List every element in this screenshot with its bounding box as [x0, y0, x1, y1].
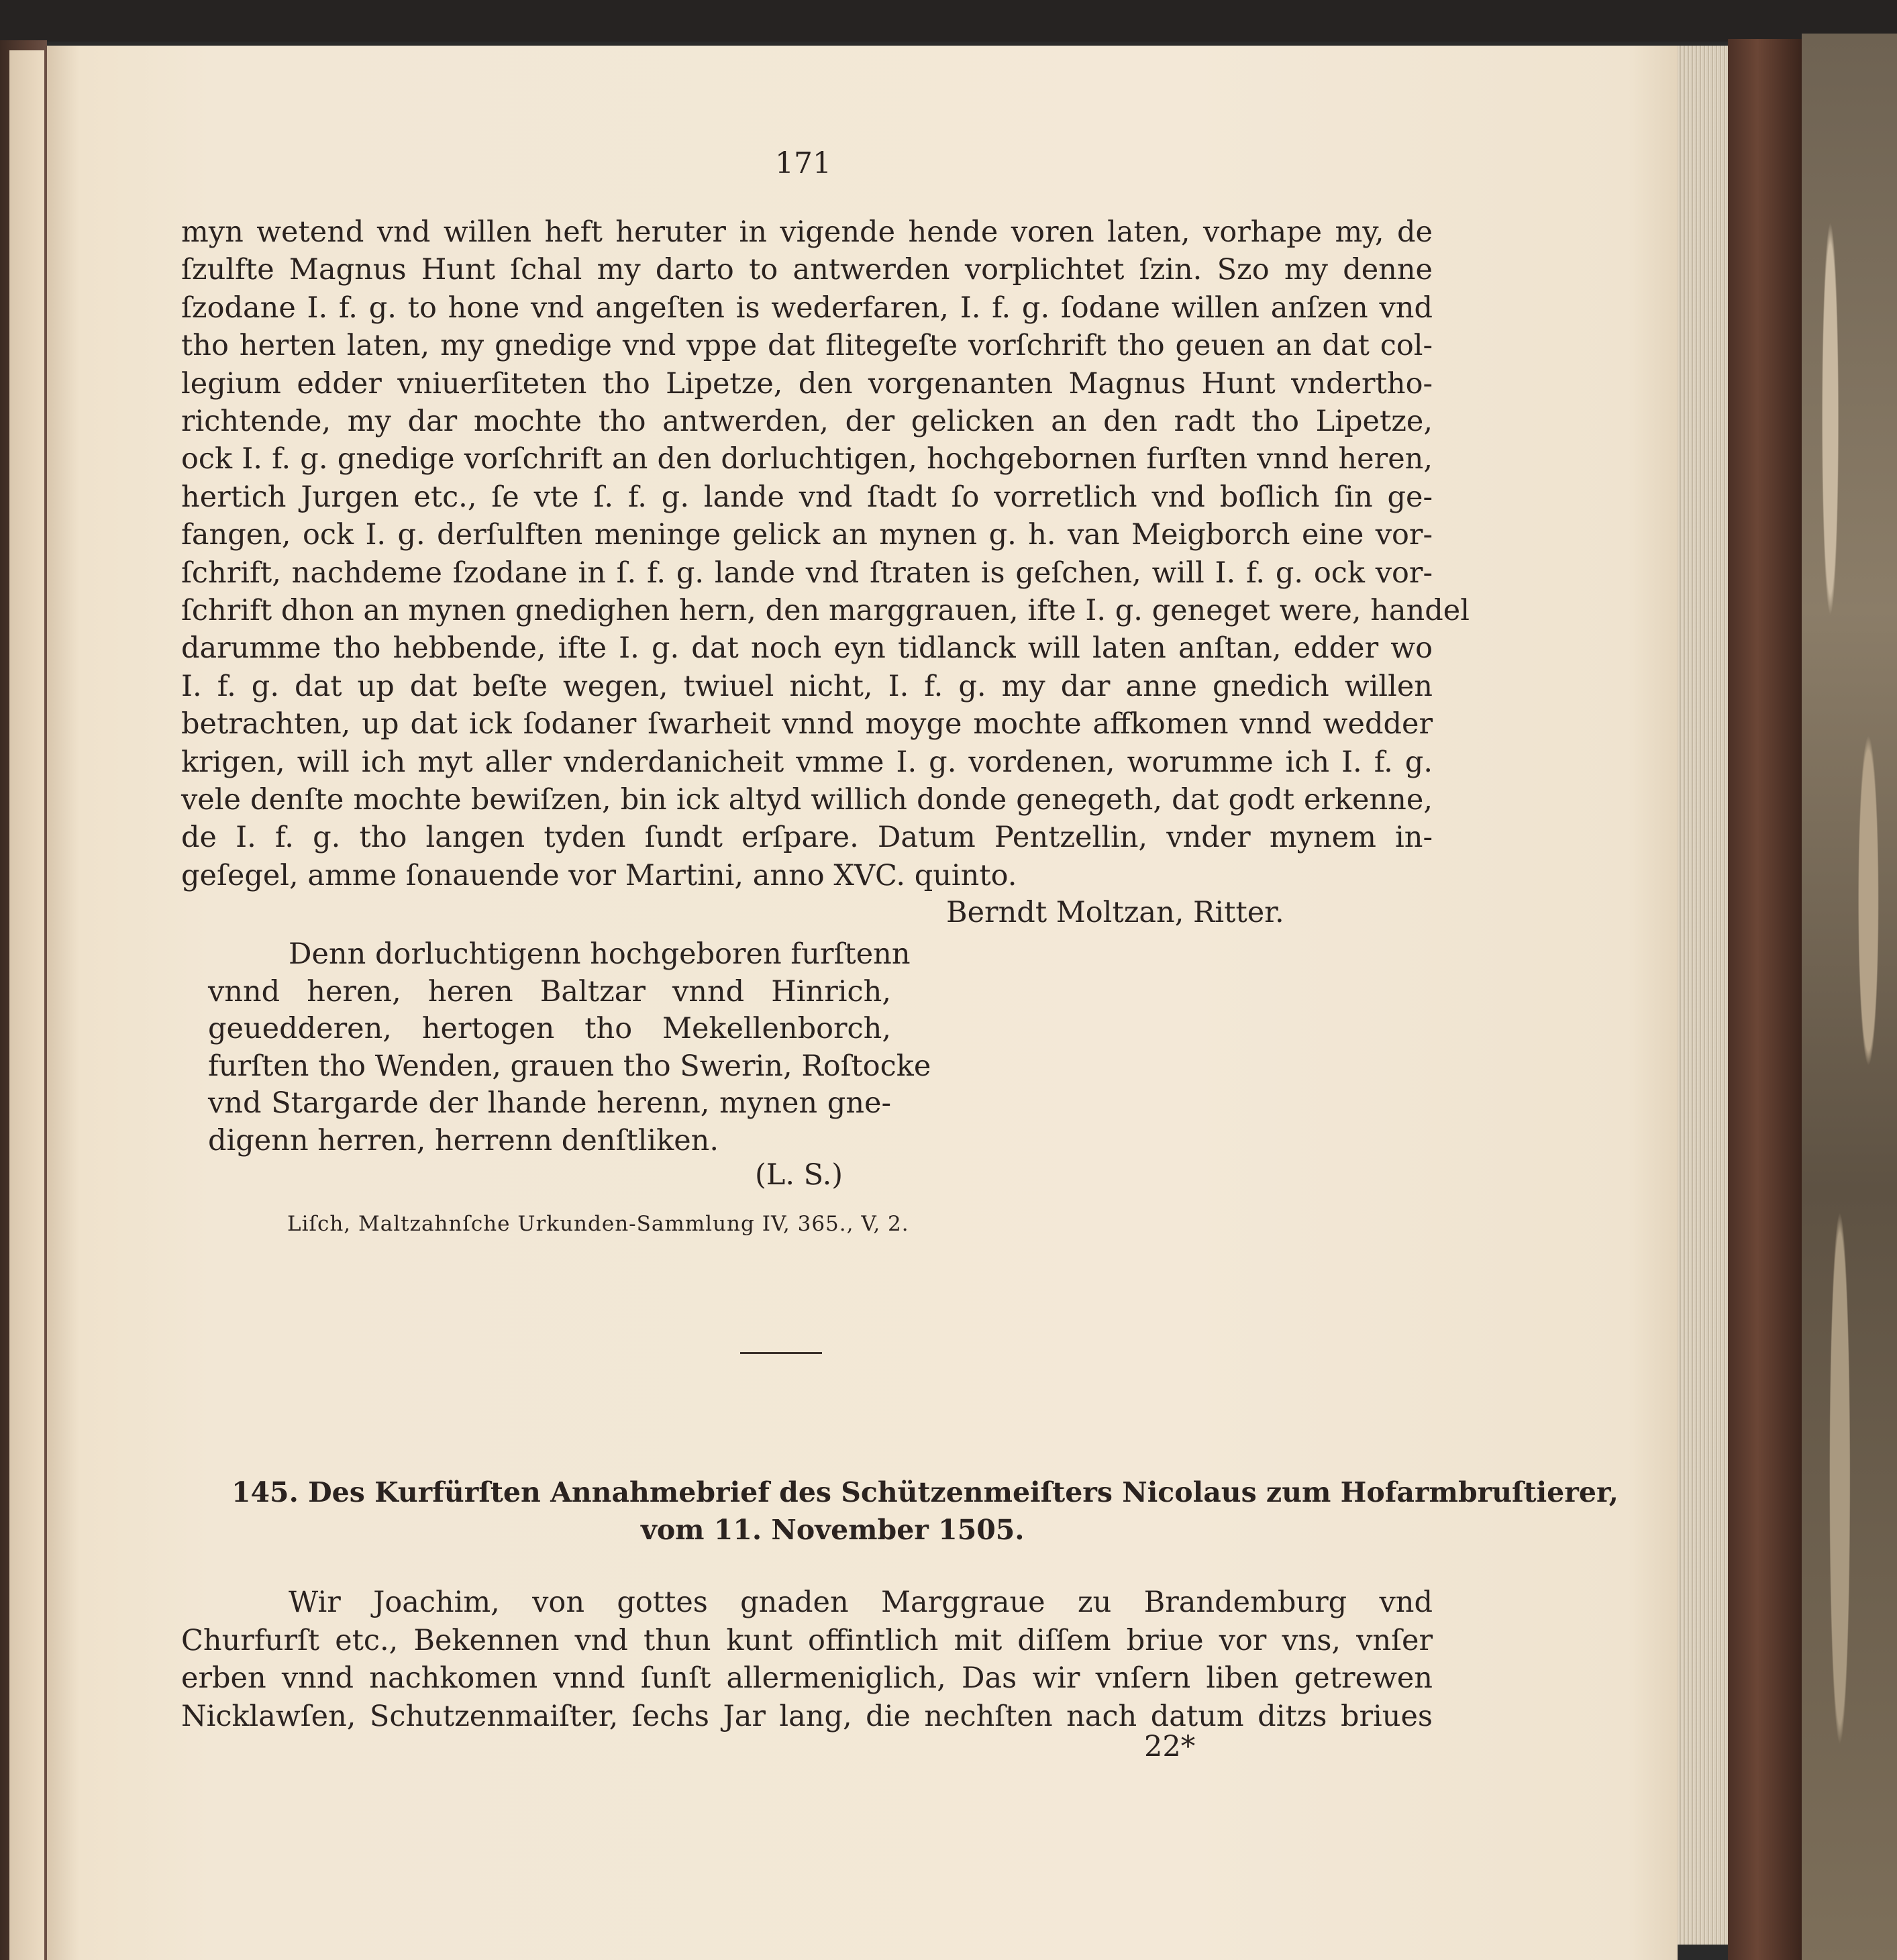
signature: Berndt Moltzan, Ritter. — [946, 896, 1284, 929]
background-top — [0, 0, 1897, 42]
body-line: de I. f. g. tho langen tyden ſundt erſpare. Datum Pentzellin, vnder mynem in- — [181, 821, 1433, 855]
second-body-line: Nicklawſen, Schutzenmaiſter, ſechs Jar lang, die nechſten nach datum ditzs briues — [181, 1699, 1433, 1733]
marbled-endpaper — [1802, 34, 1897, 1960]
body-line: ſchrift, nachdeme ſzodane in ſ. f. g. lande vnd ſtraten is geſchen, will I. f. g. ock vor- — [181, 556, 1433, 590]
body-line: legium edder vniuerſiteten tho Lipetze, den vorgenanten Magnus Hunt vndertho- — [181, 366, 1433, 401]
body-line: ock I. f. g. gnedige vorſchrift an den dorluchtigen, hochgebornen furſten vnnd heren, — [181, 442, 1433, 476]
page-edges — [1678, 46, 1728, 1945]
address-line: vnd Stargarde der lhande herenn, mynen gne- — [208, 1086, 891, 1120]
source-citation: Liſch, Maltzahnſche Urkunden-Sammlung IV, 365., V, 2. — [287, 1212, 909, 1236]
body-line: darumme tho hebbende, ifte I. g. dat noch eyn tidlanck will laten anſtan, edder wo — [181, 631, 1433, 666]
body-line: betrachten, up dat ick ſodaner ſwarheit vnnd moyge mochte affkomen vnnd wedder — [181, 707, 1433, 741]
document-heading-date: vom 11. November 1505. — [641, 1514, 1025, 1546]
book-cover-right — [1728, 39, 1802, 1960]
second-body-line: erben vnnd nachkomen vnnd ſunſt allermeniglich, Das wir vnſern liben getrewen — [181, 1661, 1433, 1695]
body-line: hertich Jurgen etc., ſe vte ſ. f. g. lande vnd ſtadt ſo vorretlich vnd boſlich ſin ge- — [181, 480, 1433, 514]
page-number: 171 — [775, 146, 831, 180]
second-body-line: Wir Joachim, von gottes gnaden Marggraue zu Brandemburg vnd — [289, 1586, 1433, 1619]
body-line: ſzulfte Magnus Hunt ſchal my darto to antwerden vorplichtet ſzin. Szo my denne — [181, 253, 1433, 287]
address-line: vnnd heren, heren Baltzar vnnd Hinrich, — [208, 974, 891, 1009]
body-line: fangen, ock I. g. derſulften meninge gelick an mynen g. h. van Meigborch eine vor- — [181, 518, 1433, 552]
second-body-line: Churfurſt etc., Bekennen vnd thun kunt offintlich mit diſſem briue vor vns, vnſer — [181, 1623, 1433, 1657]
address-line: geuedderen, hertogen tho Mekellenborch, — [208, 1012, 891, 1045]
facing-page-edge — [9, 50, 44, 1960]
address-line: Denn dorluchtigenn hochgeboren furſtenn — [289, 937, 911, 971]
seal-mark: (L. S.) — [755, 1158, 843, 1192]
document-heading: 145. Des Kurfürſten Annahmebrief des Schützenmeiſters Nicolaus zum Hofarmbruſtierer, — [232, 1476, 1619, 1508]
body-line: tho herten laten, my gnedige vnd vppe dat flitegeſte vorſchrift tho geuen an dat col- — [181, 329, 1433, 363]
address-line: furſten tho Wenden, grauen tho Swerin, Roſtocke — [208, 1049, 931, 1083]
section-divider — [740, 1352, 822, 1354]
body-line: krigen, will ich myt aller vnderdanicheit vmme I. g. vordenen, worumme ich I. f. g. — [181, 745, 1433, 779]
body-line: richtende, my dar mochte tho antwerden, der gelicken an den radt tho Lipetze, — [181, 405, 1433, 438]
body-line: ſzodane I. f. g. to hone vnd angeſten is wederfaren, I. f. g. ſodane willen anſzen vnd — [181, 291, 1433, 325]
body-line: geſegel, amme ſonauende vor Martini, anno XVC. quinto. — [181, 858, 1017, 892]
body-line: vele denſte mochte bewiſzen, bin ick altyd willich donde genegeth, dat godt erkenne, — [181, 783, 1433, 817]
body-line: I. f. g. dat up dat beſte wegen, twiuel nicht, I. f. g. my dar anne gnedich willen — [181, 669, 1433, 703]
body-line: myn wetend vnd willen heft heruter in vigende hende voren laten, vorhape my, de — [181, 215, 1433, 249]
address-line: digenn herren, herrenn denſtliken. — [208, 1123, 719, 1157]
body-line: ſchrift dhon an mynen gnedighen hern, den marggrauen, ifte I. g. geneget were, handel — [181, 594, 1470, 627]
signature-mark: 22* — [1144, 1730, 1196, 1763]
